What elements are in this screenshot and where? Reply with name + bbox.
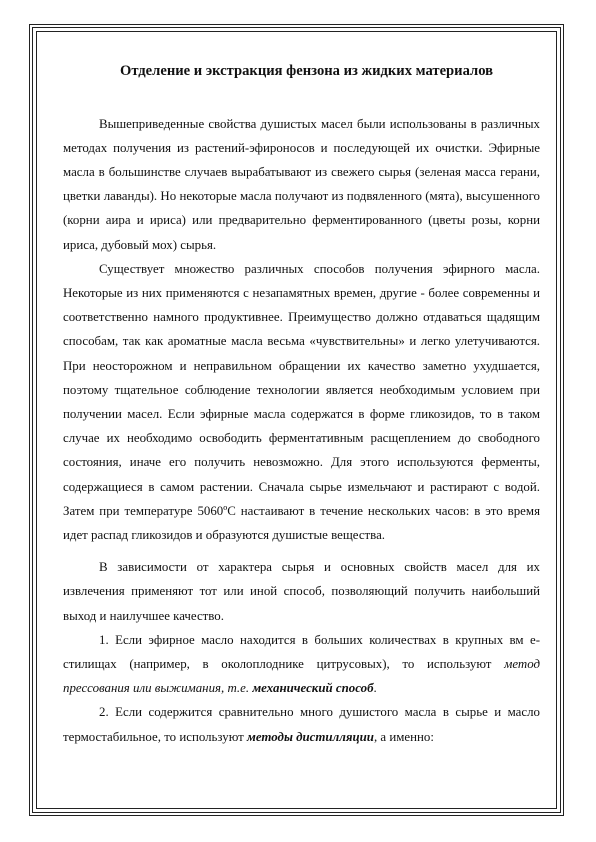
paragraph-1: Вышеприведенные свойства душистых масел были использованы в различных методах получения из растений-эфироносов и последующей их очистки. Эфирные масла в большинстве случаев вырабатывают из свежего сырья (зеленая масса герани, цветки лаванды). Но некоторые масла получают из подвяленного (мята), высушенного (корни аира и ириса) или предварительно ферментированного (цветы розы, корни ириса, дубовый мох) сырья.: [63, 116, 540, 252]
paragraph-3: В зависимости от характера сырья и основных свойств масел для их извлечения применяют тот или иной способ, позволяющий получить наибольший выход и наилучшее качество.: [63, 560, 540, 623]
paragraph-4: [63, 628, 540, 701]
paragraph-4-lead: 1. Если эфирное масло находится в больших количествах в крупных вм е-стилищах (например, в околоплоднике цитрусовых), то используют: [63, 632, 540, 671]
paragraph-2: Существует множество различных способов получения эфирного масла. Некоторые из них применяются с незапамятных времен, другие - более современны и соответственно намного продуктивнее. Преимущество должно отдаваться щадящим способам, так как ароматные масла весьма «чувствительны» и легко улетучиваются. При неосторожном и неправильном обращении их качество заметно ухудшается, поэтому тщательное соблюдение технологии является необходимым условием при получении масел. Если эфирные масла содержатся в форме гликозидов, то в таком случае их необходимо освободить ферментативным расщеплением до свободного состояния, иначе его получить невозможно. Для этого используются ферменты, содержащиеся в самом растении. Сначала сырье измельчают и растирают с водой. Затем при температуре 5060ºС настаивают в течение нескольких часов: в это время идет распад гликозидов и образуются душистые вещества.: [63, 261, 540, 542]
paragraph-4-term: механический способ: [252, 681, 374, 696]
paragraph-5-term: методы дистилляции: [247, 729, 374, 744]
paragraph-5-tail: , а именно:: [373, 729, 434, 744]
document-body: [63, 112, 540, 749]
paragraph-4-italic: метод прессования или выжимания, т.е.: [63, 656, 540, 696]
page-content: [63, 63, 540, 749]
paragraph-4-tail: .: [373, 681, 377, 696]
document-title: Отделение и экстракция фензона из жидких материалов: [119, 63, 494, 79]
paragraph-5: [63, 700, 540, 748]
paragraph-5-lead: 2. Если содержится сравнительно много душистого масла в сырье и масло термостабильное, то используют: [63, 705, 540, 744]
